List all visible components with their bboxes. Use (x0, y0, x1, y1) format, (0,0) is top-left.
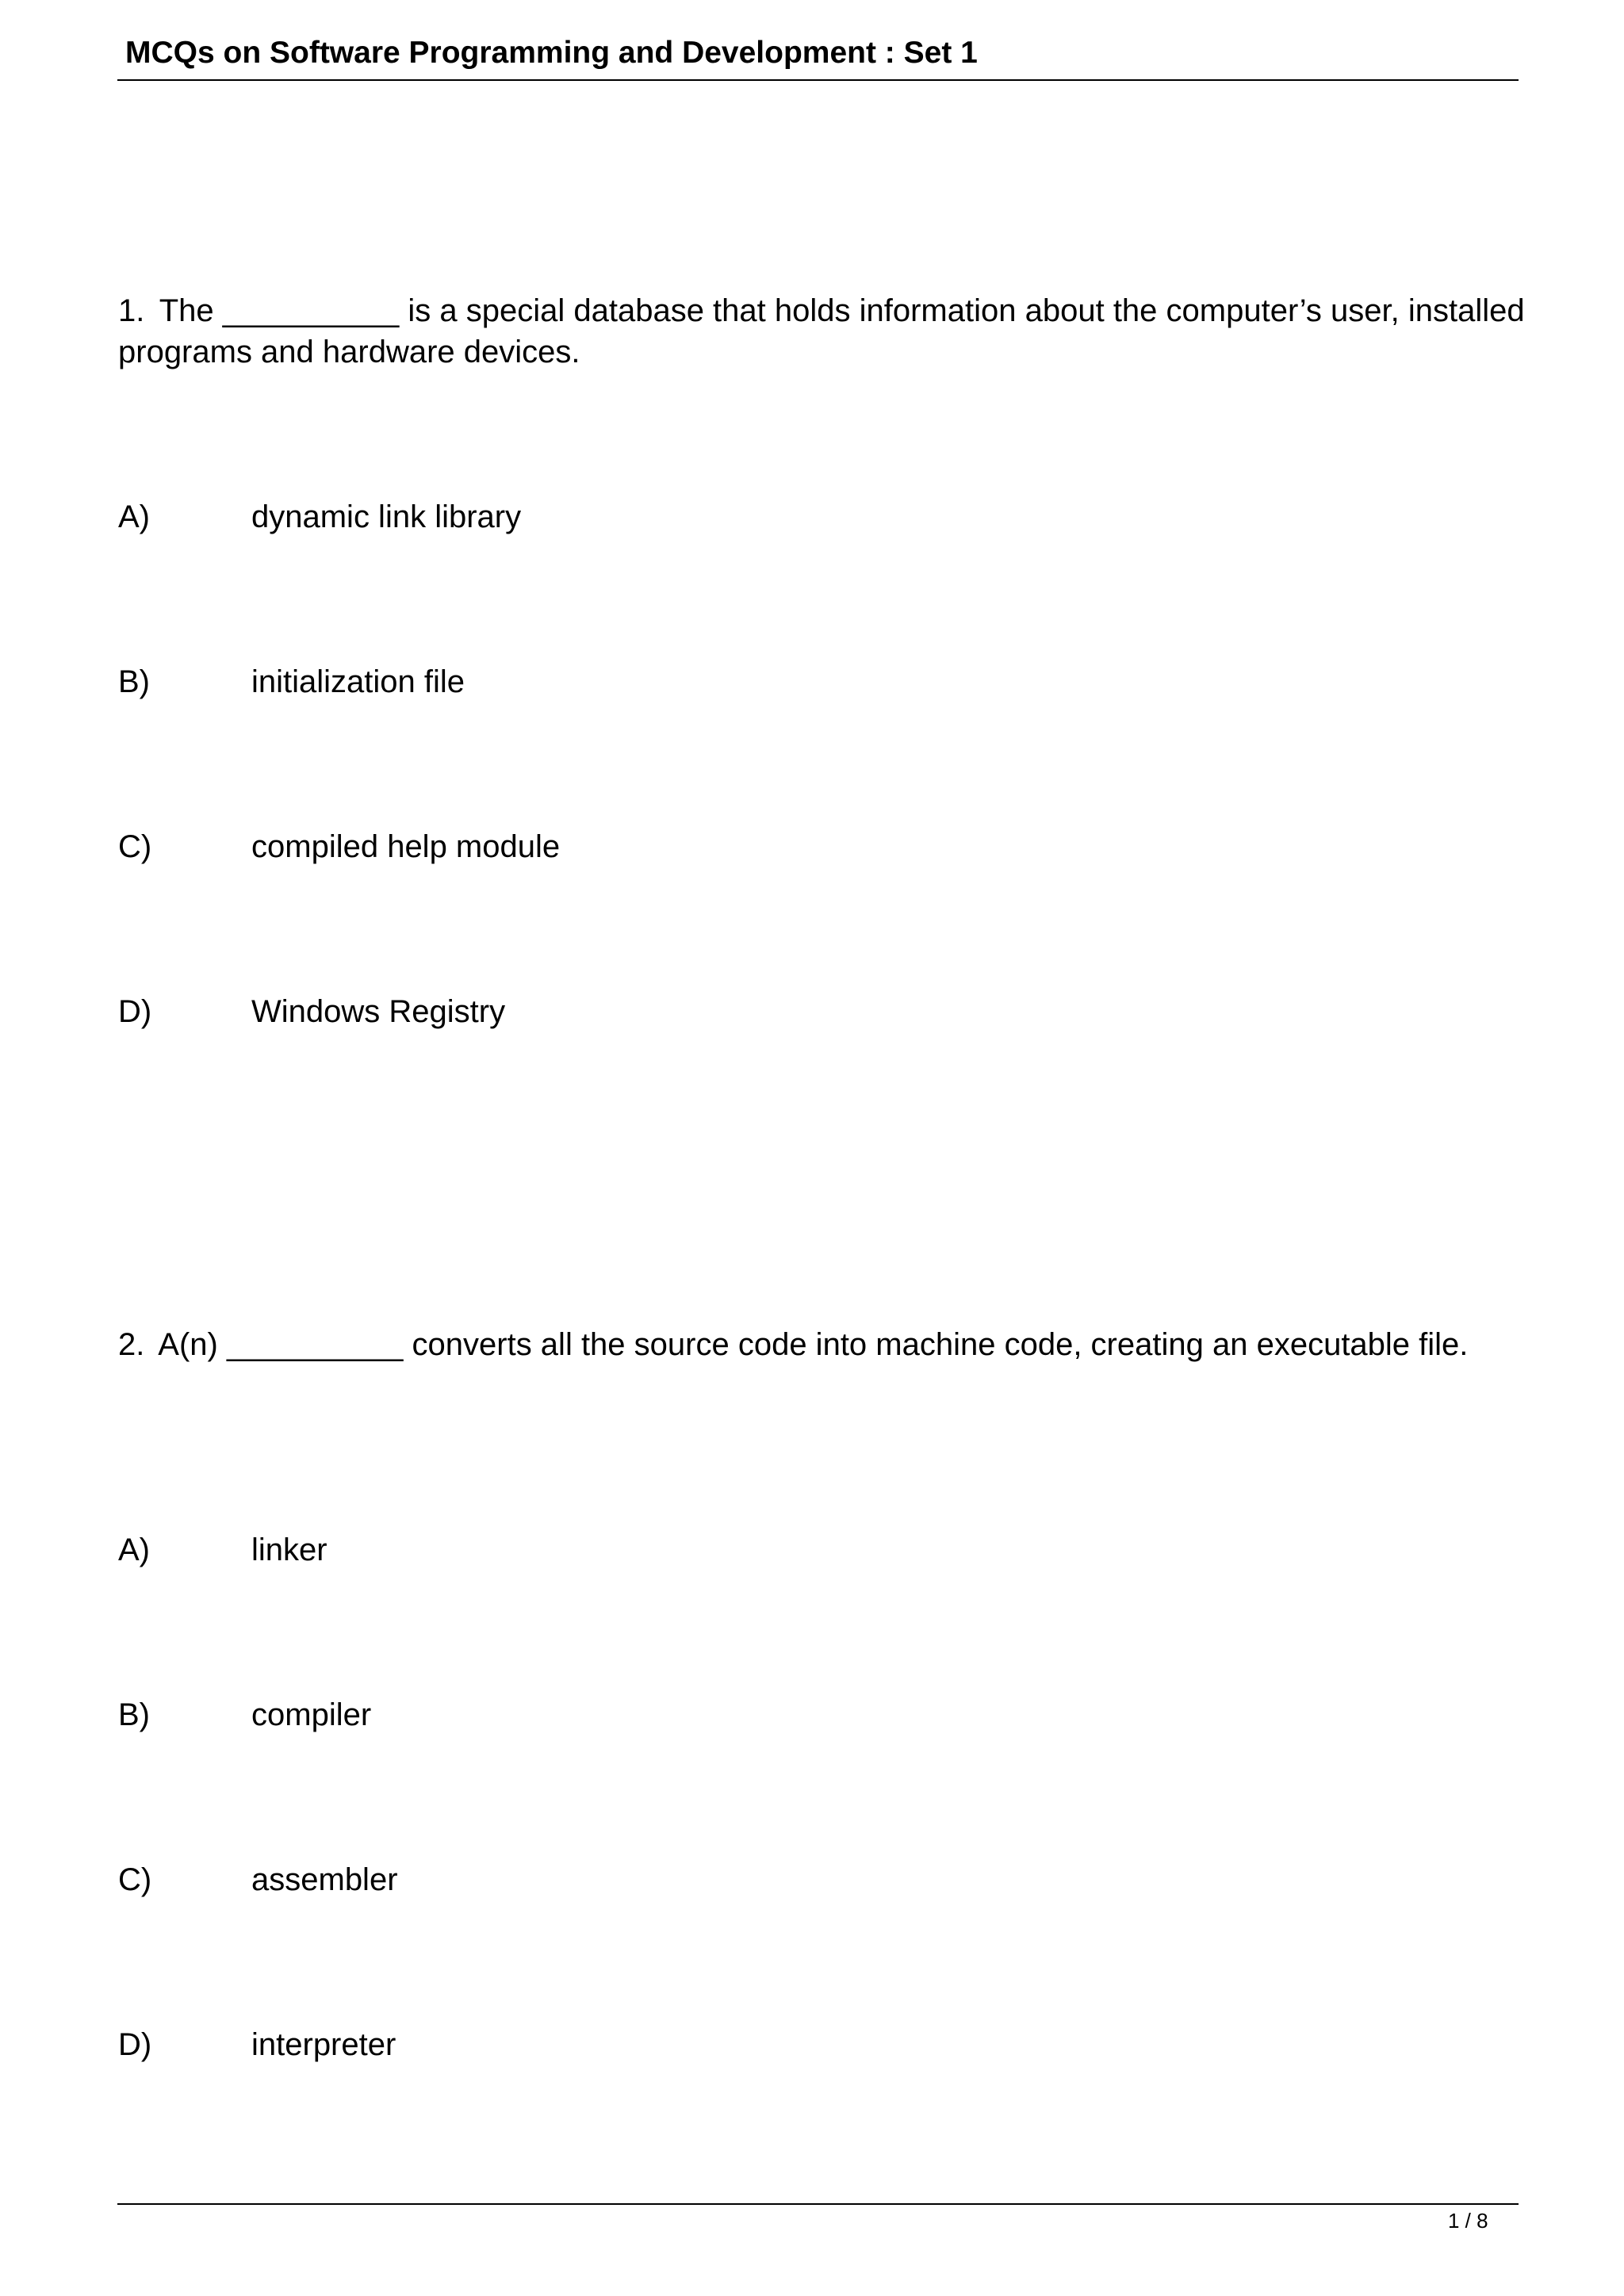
question-number: 1. (118, 293, 145, 328)
option-text: linker (251, 1533, 327, 1567)
option-letter: B) (118, 664, 150, 699)
option-text: interpreter (251, 2027, 396, 2062)
option-letter: C) (118, 829, 152, 864)
option-letter: A) (118, 1533, 150, 1567)
question-1-option-b (118, 664, 465, 700)
question-1 (118, 290, 1530, 373)
option-letter: B) (118, 1697, 150, 1732)
option-letter: D) (118, 994, 152, 1029)
question-number: 2. (118, 1327, 145, 1362)
option-text: compiled help module (251, 829, 561, 864)
option-letter: C) (118, 1862, 152, 1897)
question-2-option-c (118, 1862, 398, 1898)
option-text: Windows Registry (251, 994, 506, 1029)
question-2 (118, 1324, 1530, 1365)
option-letter: A) (118, 499, 150, 534)
header-rule (117, 79, 1519, 81)
footer-rule (117, 2203, 1519, 2205)
question-text: The __________ is a special database that holds information about the computer’s user, installed programs and hardware devices. (118, 293, 1525, 369)
option-letter: D) (118, 2027, 152, 2062)
question-text: A(n) __________ converts all the source code into machine code, creating an executable file. (158, 1327, 1469, 1362)
page-number: 1 / 8 (1448, 2209, 1488, 2233)
question-1-option-d (118, 993, 505, 1030)
option-text: dynamic link library (251, 499, 522, 534)
question-2-option-d (118, 2026, 396, 2063)
option-text: compiler (251, 1697, 372, 1732)
question-1-option-a (118, 499, 521, 535)
page-header-title: MCQs on Software Programming and Development : Set 1 (125, 36, 978, 70)
option-text: assembler (251, 1862, 398, 1897)
question-1-option-c (118, 828, 560, 865)
option-text: initialization file (251, 664, 465, 699)
question-2-option-b (118, 1697, 371, 1733)
question-2-option-a (118, 1532, 327, 1568)
